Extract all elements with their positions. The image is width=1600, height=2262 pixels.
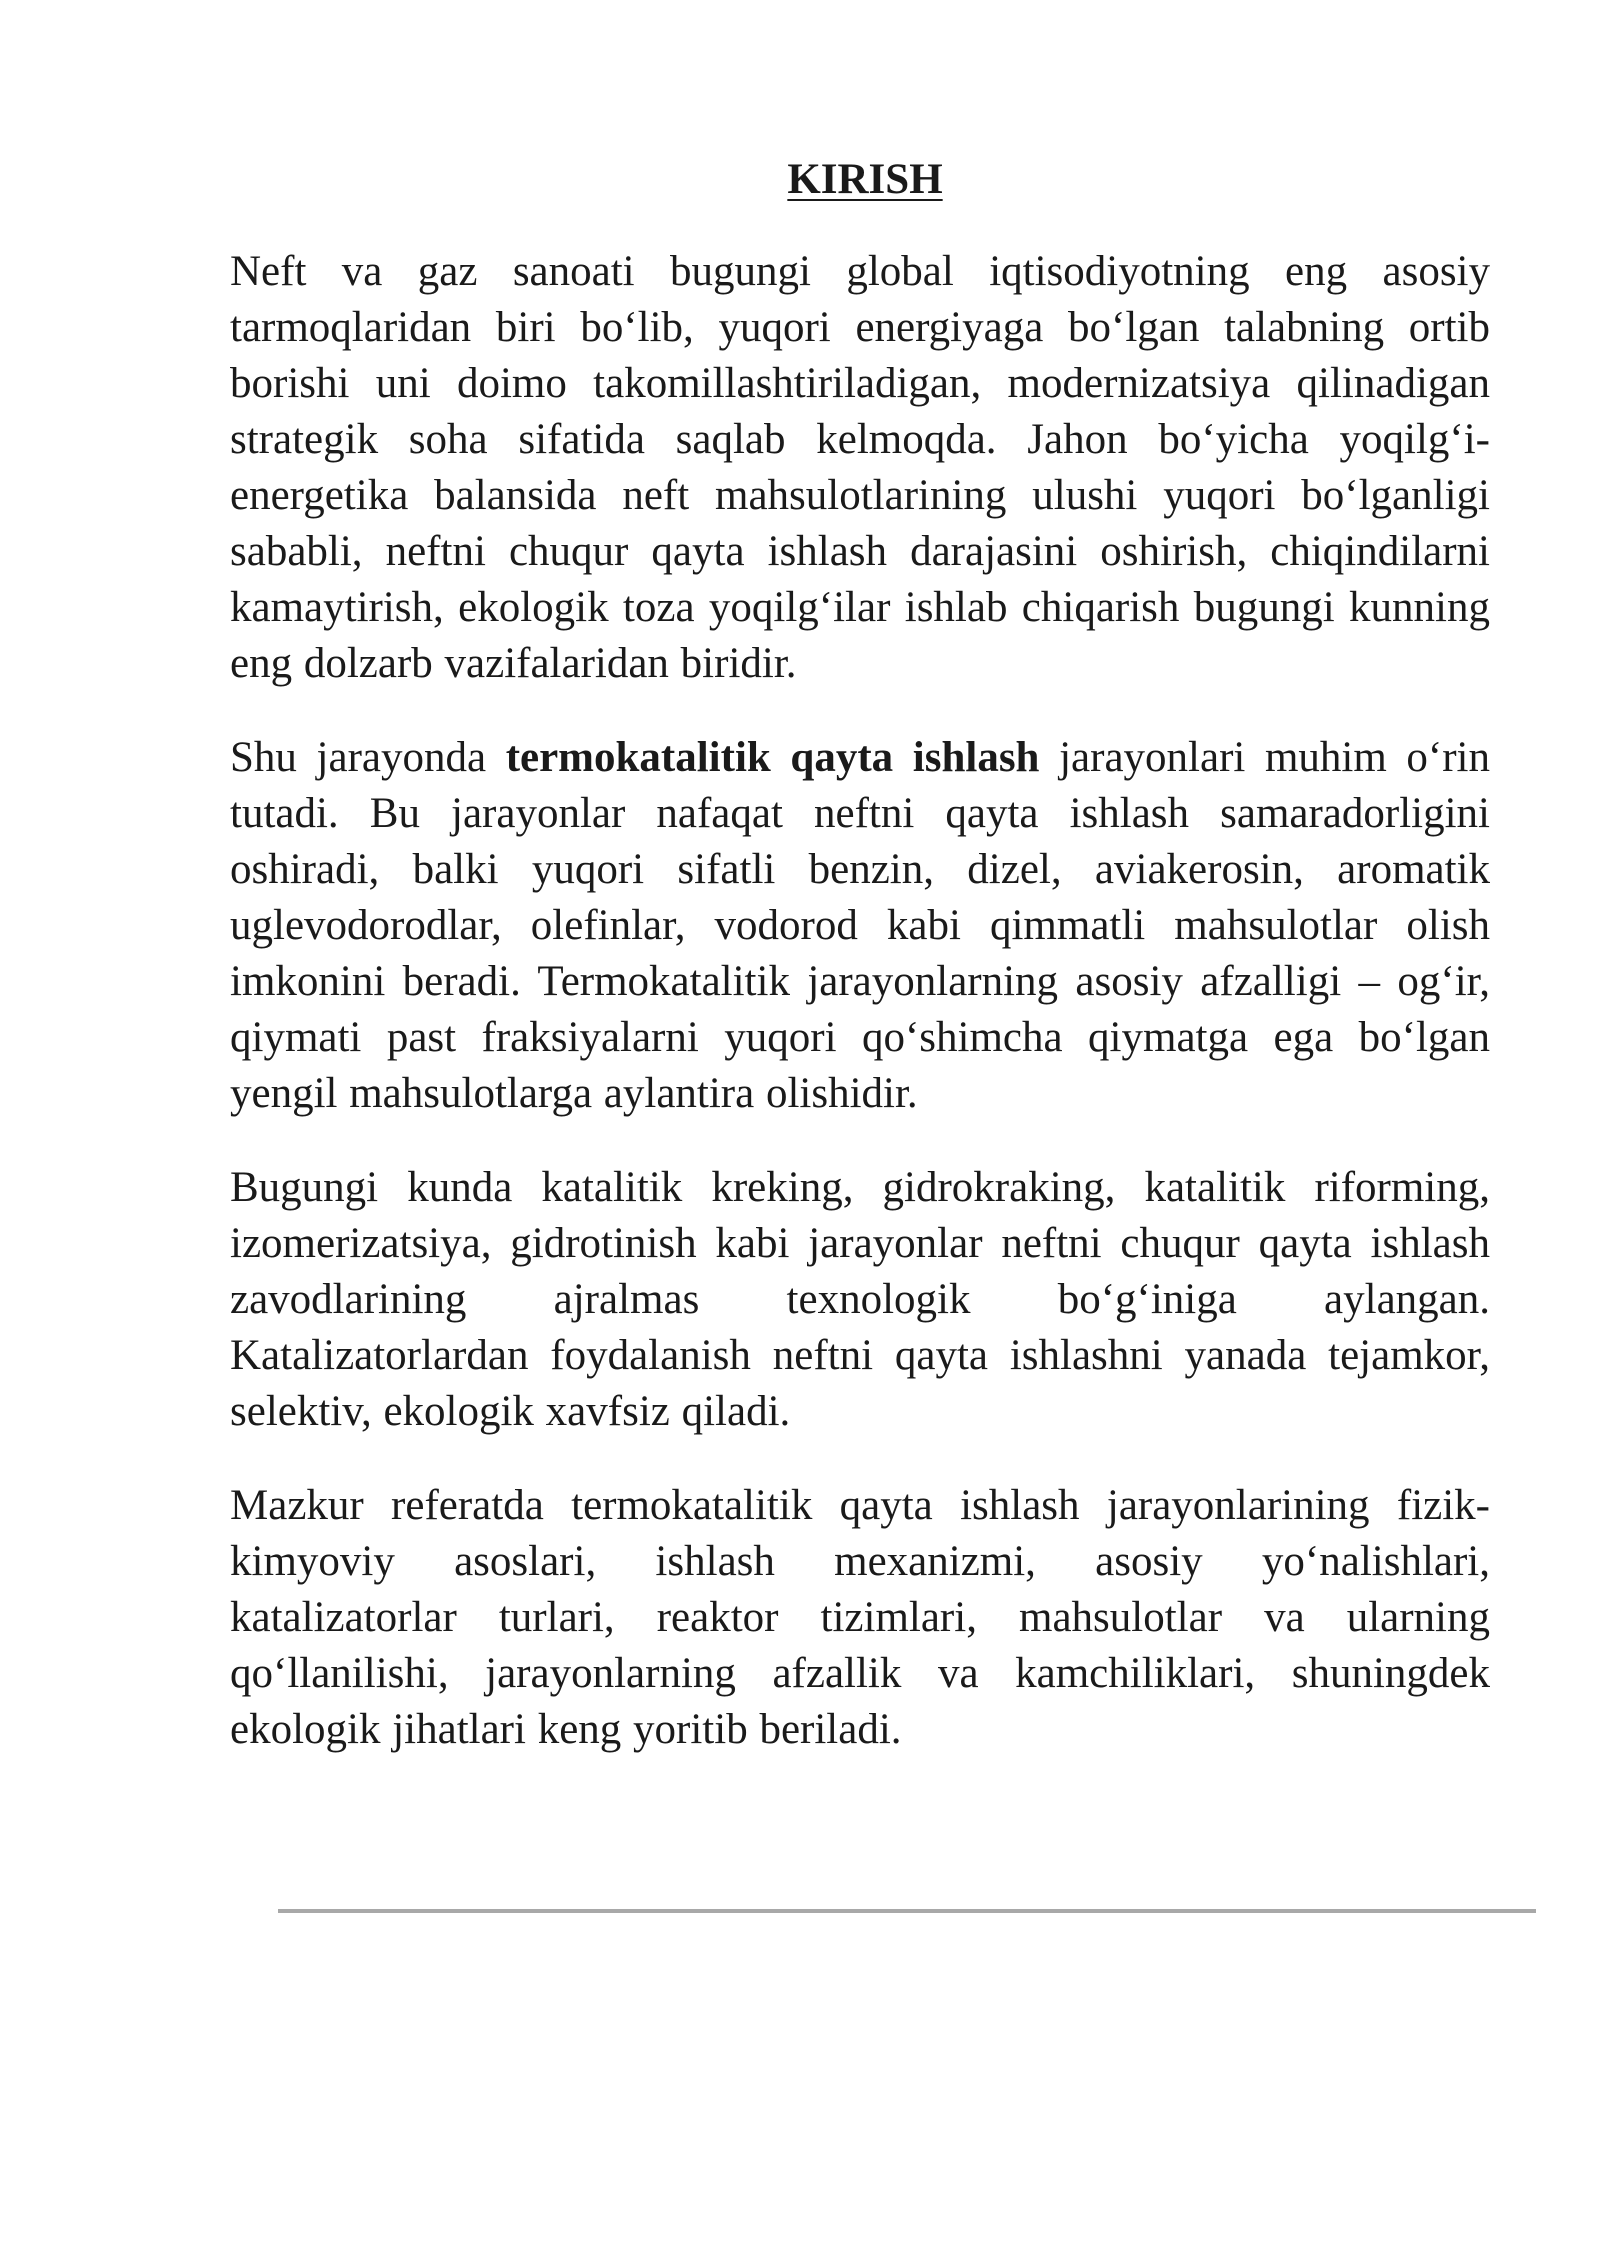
paragraph-3: Bugungi kunda katalitik kreking, gidrokraking, katalitik riforming, izomerizatsiya, gidrotinish kabi jarayonlar neftni chuqur qayta ishlash zavodlarining ajralmas texnologik bo‘g‘iniga aylangan. Katalizatorlardan foydalanish neftni qayta ishlashni yanada tejamkor, selektiv, ekologik xavfsiz qiladi. bbox=[230, 1164, 1490, 1435]
paragraph-2 bbox=[230, 730, 1490, 1122]
paragraph-1: Neft va gaz sanoati bugungi global iqtisodiyotning eng asosiy tarmoqlaridan biri bo‘lib, yuqori energiyaga bo‘lgan talabning ortib borishi uni doimo takomillashtiriladigan, modernizatsiya qilinadigan strategik soha sifatida saqlab kelmoqda. Jahon bo‘yicha yoqilg‘i-energetika balansida neft mahsulotlarining ulushi yuqori bo‘lganligi sababli, neftni chuqur qayta ishlash darajasini oshirish, chiqindilarni kamaytirish, ekologik toza yoqilg‘ilar ishlab chiqarish bugungi kunning eng dolzarb vazifalaridan biridir. bbox=[230, 248, 1490, 687]
paragraph-2-bold-term: termokatalitik qayta ishlash bbox=[505, 734, 1040, 781]
horizontal-divider bbox=[278, 1909, 1536, 1913]
paragraph-2-rest: jarayonlari muhim o‘rin tutadi. Bu jarayonlar nafaqat neftni qayta ishlash samaradorligini oshiradi, balki yuqori sifatli benzin, dizel, aviakerosin, aromatik uglevodorodlar, olefinlar, vodorod kabi qimmatli mahsulotlar olish imkonini beradi. Termokatalitik jarayonlarning asosiy afzalligi – og‘ir, qiymati past fraksiyalarni yuqori qo‘shimcha qiymatga ega bo‘lgan yengil mahsulotlarga aylantira olishidir. bbox=[230, 734, 1491, 1117]
document-body bbox=[230, 244, 1490, 1796]
paragraph-2-intro: Shu jarayonda bbox=[230, 734, 506, 781]
paragraph-4: Mazkur referatda termokatalitik qayta ishlash jarayonlarining fizik-kimyoviy asoslari, ishlash mexanizmi, asosiy yo‘nalishlari, katalizatorlar turlari, reaktor tizimlari, mahsulotlar va ularning qo‘llanilishi, jarayonlarning afzallik va kamchiliklari, shuningdek ekologik jihatlari keng yoritib beriladi. bbox=[230, 1482, 1490, 1753]
page-title: KIRISH bbox=[787, 156, 943, 203]
